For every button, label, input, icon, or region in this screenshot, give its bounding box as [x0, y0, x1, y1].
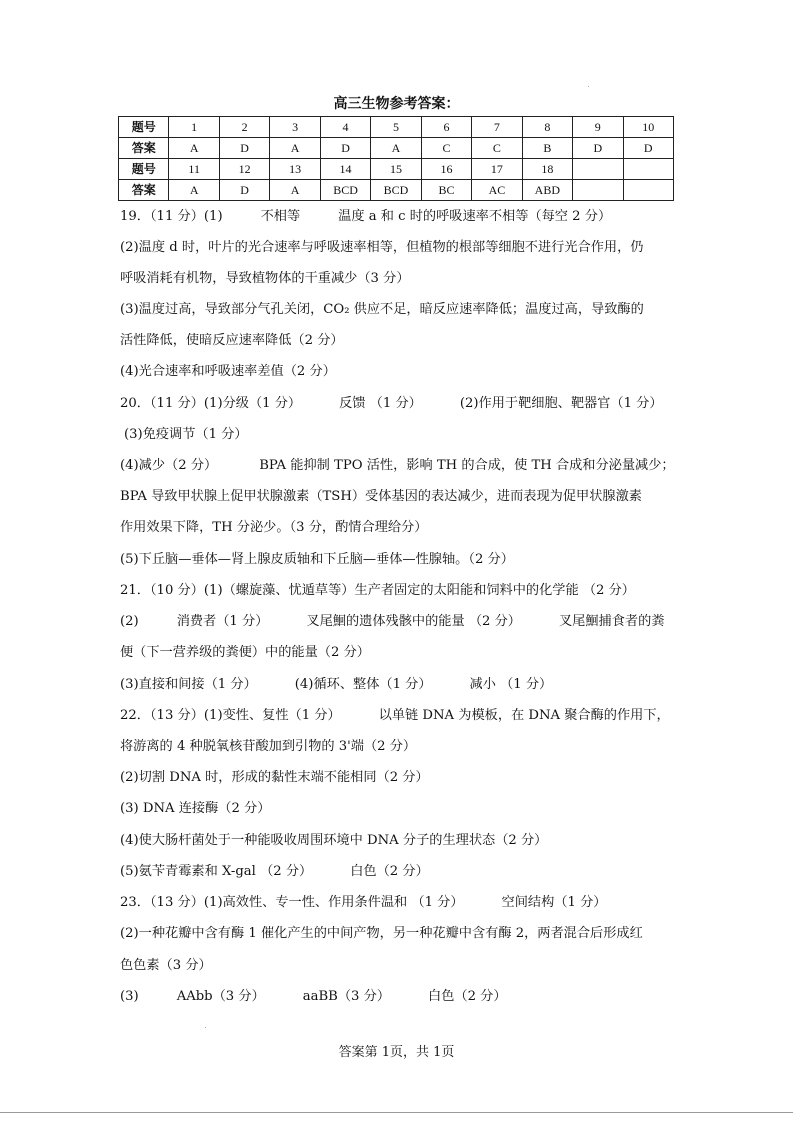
answer-line	[120, 989, 507, 1005]
answer-line: BPA 导致甲状腺上促甲状腺激素（TSH）受体基因的表达减少，进而表现为促甲状腺激素	[120, 489, 642, 504]
text-segment: 温度 a 和 c 时的呼吸速率不相等（每空 2 分）	[338, 209, 612, 224]
table-row	[119, 159, 674, 180]
text-segment: aaBB（3 分）	[302, 989, 391, 1004]
table-cell	[623, 180, 673, 201]
table-cell: A	[169, 180, 219, 201]
row-header-answer: 答案	[119, 138, 169, 159]
text-segment: AAbb（3 分）	[176, 989, 265, 1004]
table-cell: 6	[421, 117, 471, 138]
table-cell: A	[169, 138, 219, 159]
answer-line	[120, 895, 606, 911]
answer-line: (4)使大肠杆菌处于一种能吸收周围环境中 DNA 分子的生理状态（2 分）	[120, 833, 548, 848]
table-cell: 3	[270, 117, 320, 138]
answer-line	[120, 209, 611, 225]
text-segment: 空间结构（1 分）	[501, 895, 607, 910]
table-row	[119, 180, 674, 201]
answer-line: (3)温度过高，导致部分气孔关闭，CO₂ 供应不足，暗反应速率降低；温度过高，导致酶的	[120, 302, 644, 317]
table-cell: D	[219, 138, 269, 159]
text-segment: 叉尾鮰的遗体残骸中的能量 （2 分）	[306, 614, 521, 629]
table-cell: C	[472, 138, 522, 159]
answer-line	[120, 864, 429, 880]
text-segment: (2)	[120, 614, 139, 629]
table-cell: 12	[219, 159, 269, 180]
answer-line	[120, 396, 663, 412]
table-cell: BCD	[371, 180, 421, 201]
text-segment: (4)循环、整体（1 分）	[294, 677, 432, 692]
table-cell: BC	[421, 180, 471, 201]
table-cell	[623, 159, 673, 180]
table-cell: 5	[371, 117, 421, 138]
table-cell: 18	[522, 159, 572, 180]
answer-line: (2)温度 d 时，叶片的光合速率与呼吸速率相等，但植物的根部等细胞不进行光合作用，仍	[120, 240, 644, 255]
answer-line: (3)免疫调节（1 分）	[124, 427, 248, 442]
table-cell: 9	[573, 117, 623, 138]
table-cell: 17	[472, 159, 522, 180]
answer-line	[120, 708, 670, 724]
table-cell: 7	[472, 117, 522, 138]
table-cell: 2	[219, 117, 269, 138]
table-row	[119, 138, 674, 159]
text-segment: (2)作用于靶细胞、靶器官（1 分）	[459, 396, 663, 411]
table-cell: A	[270, 138, 320, 159]
table-cell	[573, 180, 623, 201]
scan-speck	[588, 86, 589, 87]
table-cell: 13	[270, 159, 320, 180]
text-segment: (4)减少（2 分）	[120, 458, 218, 473]
table-cell: 16	[421, 159, 471, 180]
answer-line: (3) DNA 连接酶（2 分）	[120, 801, 271, 816]
table-cell: 11	[169, 159, 219, 180]
answer-line: (2)一种花瓣中含有酶 1 催化产生的中间产物，另一种花瓣中含有酶 2，两者混合后形成红	[120, 926, 643, 941]
page-footer: 答案第 1页，共 1页	[338, 1045, 455, 1060]
answer-line: (5)下丘脑—垂体—肾上腺皮质轴和下丘脑—垂体—性腺轴。（2 分）	[120, 552, 514, 567]
table-cell: D	[219, 180, 269, 201]
table-cell: A	[371, 138, 421, 159]
table-cell: D	[623, 138, 673, 159]
text-segment: 白色（2 分）	[428, 989, 507, 1004]
table-cell: D	[573, 138, 623, 159]
answer-line: 活性降低，使暗反应速率降低（2 分）	[120, 333, 344, 348]
text-segment: 叉尾鮰捕食者的粪	[559, 614, 665, 629]
answer-line: 21．（10 分）(1)（螺旋藻、忧遁草等）生产者固定的太阳能和饲料中的化学能 （2 分）	[120, 583, 635, 598]
text-segment: 减小 （1 分）	[469, 677, 553, 692]
table-cell: 15	[371, 159, 421, 180]
text-segment: (3)直接和间接（1 分）	[120, 677, 257, 692]
row-header-answer: 答案	[119, 180, 169, 201]
text-segment: 20．（11 分）(1)分级（1 分）	[120, 396, 302, 411]
table-cell: A	[270, 180, 320, 201]
table-cell: AC	[472, 180, 522, 201]
scan-speck	[205, 1027, 206, 1028]
table-cell: 14	[320, 159, 370, 180]
row-header-question: 题号	[119, 159, 169, 180]
answer-line	[120, 458, 675, 474]
text-segment: 23．（13 分）(1)高效性、专一性、作用条件温和 （1 分）	[120, 895, 464, 910]
text-segment: 19．（11 分）(1)	[120, 209, 223, 224]
answer-line: 呼吸消耗有机物，导致植物体的干重减少（3 分）	[120, 271, 410, 286]
table-row	[119, 117, 674, 138]
answer-line: 色色素（3 分）	[120, 958, 212, 973]
text-segment: BPA 能抑制 TPO 活性，影响 TH 的合成，使 TH 合成和分泌量减少；	[259, 458, 675, 473]
table-cell	[573, 159, 623, 180]
answer-line: 将游离的 4 种脱氧核苷酸加到引物的 3'端（2 分）	[120, 739, 417, 754]
text-segment: 消费者（1 分）	[176, 614, 269, 629]
bottom-divider	[0, 1112, 793, 1113]
table-cell: B	[522, 138, 572, 159]
answer-line: 便（下一营养级的粪便）中的能量（2 分）	[120, 645, 370, 660]
text-segment: 22．（13 分）(1)变性、复性（1 分）	[120, 708, 341, 723]
answer-line: 作用效果下降，TH 分泌少。（3 分，酌情合理给分）	[120, 520, 428, 535]
page-title: 高三生物参考答案：	[333, 96, 460, 112]
answer-table	[118, 116, 674, 201]
text-segment: 以单链 DNA 为模板，在 DNA 聚合酶的作用下，	[378, 708, 670, 723]
table-cell: 10	[623, 117, 673, 138]
text-segment: 白色（2 分）	[350, 864, 429, 879]
answer-line	[120, 677, 552, 693]
table-cell: BCD	[320, 180, 370, 201]
table-cell: D	[320, 138, 370, 159]
text-segment: 反馈 （1 分）	[339, 396, 422, 411]
table-cell: ABD	[522, 180, 572, 201]
text-segment: (3)	[120, 989, 139, 1004]
text-segment: 不相等	[260, 209, 301, 224]
table-cell: 8	[522, 117, 572, 138]
answer-line: (4)光合速率和呼吸速率差值（2 分）	[120, 364, 336, 379]
table-cell: C	[421, 138, 471, 159]
table-cell: 1	[169, 117, 219, 138]
answer-line	[120, 614, 665, 630]
table-cell: 4	[320, 117, 370, 138]
answer-line: (2)切割 DNA 时，形成的黏性末端不能相同（2 分）	[120, 770, 429, 785]
text-segment: (5)氨苄青霉素和 X-gal （2 分）	[120, 864, 313, 879]
row-header-question: 题号	[119, 117, 169, 138]
